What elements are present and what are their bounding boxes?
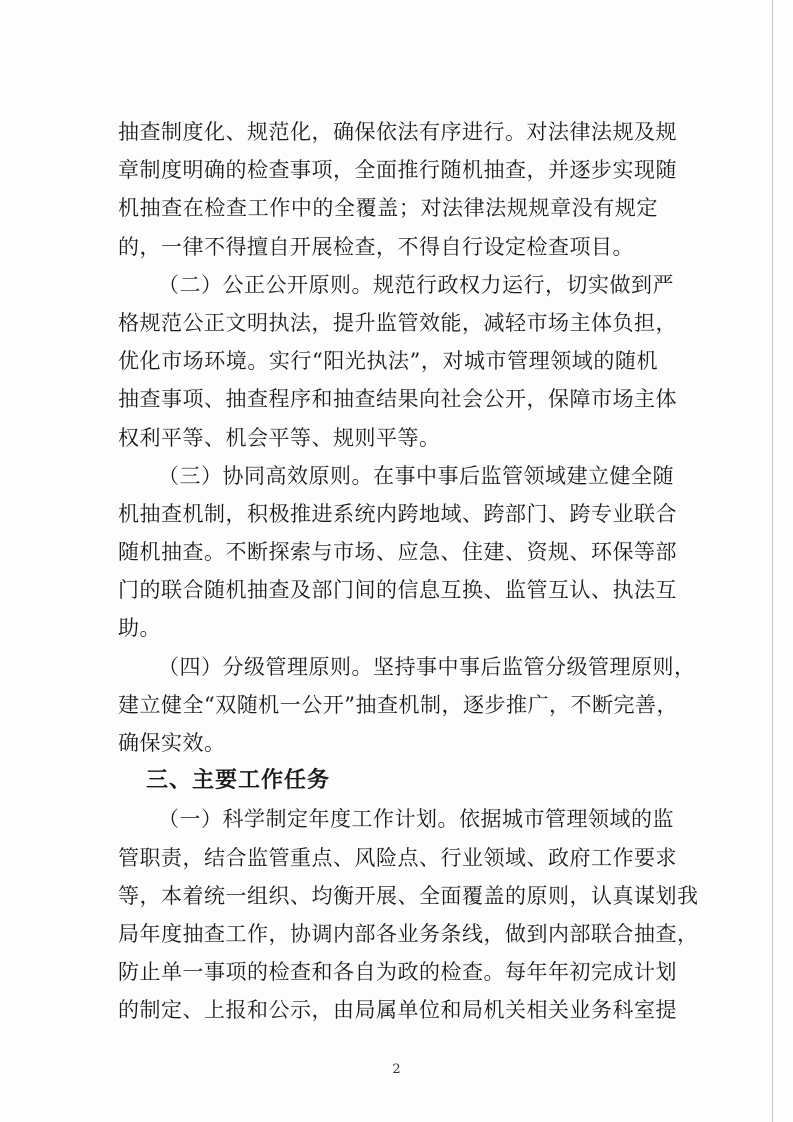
section-heading: 三、主要工作任务 [146,768,331,794]
text-line: （四）分级管理原则。坚持事中事后监管分级管理原则， [158,654,696,679]
text-line: （一）科学制定年度工作计划。依据城市管理领域的监 [158,807,674,832]
text-line: 机抽查在检查工作中的全覆盖；对法律法规规章没有规定 [118,196,658,221]
page-number: 2 [392,1062,401,1077]
text-line: 抽查制度化、规范化，确保依法有序进行。对法律法规及规 [118,120,677,144]
text-line: 优化市场环境。实行“阳光执法”，对城市管理领域的随机 [118,349,658,374]
text-line: 助。 [118,616,161,641]
text-line: 防止单一事项的检查和各自为政的检查。每年年初完成计划 [118,960,677,985]
text-line: 确保实效。 [118,731,226,755]
text-line: 的，一律不得擅自开展检查，不得自行设定检查项目。 [118,234,634,259]
text-line: 的制定、上报和公示，由局属单位和局机关相关业务科室提 [118,998,677,1023]
text-line: 格规范公正文明执法，提升监管效能，减轻市场主体负担， [118,310,677,335]
text-line: （二）公正公开原则。规范行政权力运行，切实做到严 [158,272,674,297]
text-line: 机抽查机制，积极推进系统内跨地域、跨部门、跨专业联合 [118,501,677,526]
text-line: （三）协同高效原则。在事中事后监管领域建立健全随 [158,463,674,488]
text-line: 管职责，结合监管重点、风险点、行业领域、政府工作要求 [118,845,677,870]
text-line: 权利平等、机会平等、规则平等。 [118,425,441,450]
text-line: 建立健全“双随机一公开”抽查机制，逐步推广，不断完善， [118,692,678,717]
text-line: 门的联合随机抽查及部门间的信息互换、监管互认、执法互 [118,578,677,603]
text-line: 局年度抽查工作，协调内部各业务条线，做到内部联合抽查， [118,921,699,946]
text-line: 抽查事项、抽查程序和抽查结果向社会公开，保障市场主体 [118,387,677,412]
text-line: 章制度明确的检查事项，全面推行随机抽查，并逐步实现随 [118,158,677,183]
body-text [118,113,699,1030]
text-line: 等，本着统一组织、均衡开展、全面覆盖的原则，认真谋划我 [118,883,699,908]
text-line: 随机抽查。不断探索与市场、应急、住建、资规、环保等部 [118,540,677,565]
scan-edge-line [772,0,773,1122]
